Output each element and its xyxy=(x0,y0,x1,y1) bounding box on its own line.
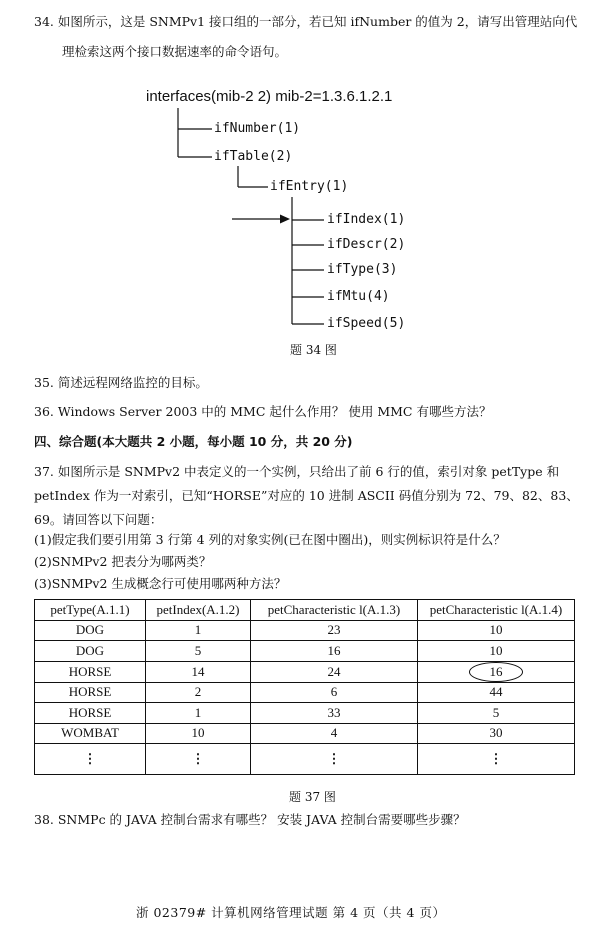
table-cell: 30 xyxy=(418,723,575,744)
q37-line2: petIndex 作为一对索引，已知“HORSE”对应的 10 进制 ASCII 码值分别为 72、79、82、83、 xyxy=(34,488,579,503)
table-cell: 5 xyxy=(146,641,251,662)
table-cell-circled xyxy=(418,661,575,682)
q38-text: 38. SNMPc 的 JAVA 控制台需求有哪些？ 安装 JAVA 控制台需要哪些步骤？ xyxy=(34,812,466,827)
table-cell: ⋮ xyxy=(418,744,575,775)
node-ifnumber: ifNumber(1) xyxy=(214,121,301,136)
q37-line3: 69。请回答以下问题： xyxy=(34,512,163,527)
header-pettype: petType(A.1.1) xyxy=(35,600,146,621)
table-cell: 33 xyxy=(251,703,418,724)
header-petindex: petIndex(A.1.2) xyxy=(146,600,251,621)
figure37-caption: 题 37 图 xyxy=(289,790,336,804)
table-cell: 5 xyxy=(418,703,575,724)
header-petchar-4: petCharacteristic l(A.1.4) xyxy=(418,600,575,621)
table-cell: 24 xyxy=(251,661,418,682)
node-iftable: ifTable(2) xyxy=(214,149,293,164)
q37-line1: 37. 如图所示是 SNMPv2 中表定义的一个实例，只给出了前 6 行的值，索引对象 petType 和 xyxy=(34,464,560,479)
table-cell: 14 xyxy=(146,661,251,682)
mib-root-label: interfaces(mib-2 2) mib-2=1.3.6.1.2.1 xyxy=(146,88,393,105)
page-footer: 浙 02379# 计算机网络管理试题 第 4 页（共 4 页） xyxy=(136,905,446,920)
q37-sub3: (3)SNMPv2 生成概念行可使用哪两种方法？ xyxy=(34,576,287,591)
table-cell: 2 xyxy=(146,682,251,703)
node-ifentry: ifEntry(1) xyxy=(270,179,349,194)
section-heading: 四、综合题(本大题共 2 小题，每小题 10 分，共 20 分) xyxy=(34,434,353,449)
node-iftype: ifType(3) xyxy=(327,262,398,277)
table-cell: HORSE xyxy=(35,682,146,703)
table-row xyxy=(35,641,575,662)
table-cell: 16 xyxy=(251,641,418,662)
table-cell: 23 xyxy=(251,620,418,641)
q34-line2: 理检索这两个接口数据速率的命令语句。 xyxy=(62,44,288,59)
q36-text: 36. Windows Server 2003 中的 MMC 起什么作用？ 使用 MMC 有哪些方法？ xyxy=(34,404,492,419)
table-cell: 10 xyxy=(418,620,575,641)
figure34-caption: 题 34 图 xyxy=(290,343,337,357)
table-cell: DOG xyxy=(35,641,146,662)
node-ifmtu: ifMtu(4) xyxy=(327,289,390,304)
table-cell: ⋮ xyxy=(35,744,146,775)
table-row-ellipsis xyxy=(35,744,575,775)
table-cell: 10 xyxy=(418,641,575,662)
circled-value: 16 xyxy=(469,662,523,682)
table-cell: 1 xyxy=(146,620,251,641)
table-cell: HORSE xyxy=(35,703,146,724)
node-ifdescr: ifDescr(2) xyxy=(327,237,406,252)
q34-line1: 34. 如图所示，这是 SNMPv1 接口组的一部分，若已知 ifNumber 的值为 2，请写出管理站向代 xyxy=(34,14,578,29)
table-cell: WOMBAT xyxy=(35,723,146,744)
pet-table xyxy=(34,599,575,775)
q37-sub2: (2)SNMPv2 把表分为哪两类？ xyxy=(34,554,212,569)
table-cell: ⋮ xyxy=(251,744,418,775)
table-cell: 10 xyxy=(146,723,251,744)
table-cell: ⋮ xyxy=(146,744,251,775)
table-cell: 6 xyxy=(251,682,418,703)
table-row xyxy=(35,703,575,724)
table-cell: 44 xyxy=(418,682,575,703)
node-ifindex: ifIndex(1) xyxy=(327,212,406,227)
arrow-icon xyxy=(280,215,290,224)
table-row xyxy=(35,661,575,682)
q37-sub1: (1)假定我们要引用第 3 行第 4 列的对象实例(已在图中圈出)，则实例标识符是什么？ xyxy=(34,532,506,547)
table-row xyxy=(35,620,575,641)
header-petchar-3: petCharacteristic l(A.1.3) xyxy=(251,600,418,621)
table-row xyxy=(35,723,575,744)
table-row xyxy=(35,682,575,703)
q35-text: 35. 简述远程网络监控的目标。 xyxy=(34,375,208,390)
table-header-row xyxy=(35,600,575,621)
node-ifspeed: ifSpeed(5) xyxy=(327,316,406,331)
table-cell: DOG xyxy=(35,620,146,641)
table-cell: HORSE xyxy=(35,661,146,682)
table-cell: 4 xyxy=(251,723,418,744)
table-cell: 1 xyxy=(146,703,251,724)
